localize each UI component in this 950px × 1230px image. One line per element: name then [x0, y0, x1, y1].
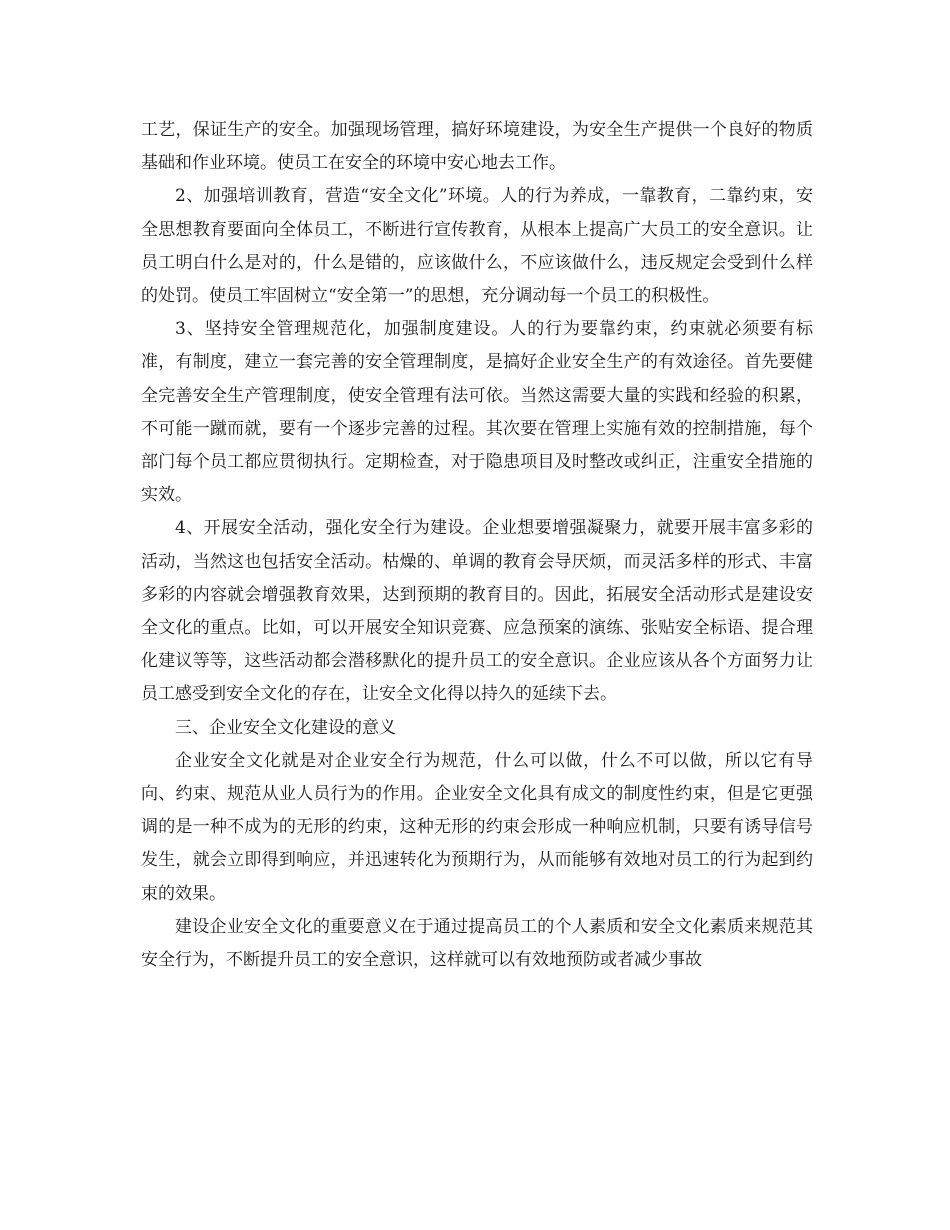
paragraph-continuation: 工艺，保证生产的安全。加强现场管理，搞好环境建设，为安全生产提供一个良好的物质基础和作业环境。使员工在安全的环境中安心地去工作。: [141, 120, 813, 174]
section-heading-significance: 三、企业安全文化建设的意义: [175, 717, 396, 738]
paragraph-management-standardization: 3、坚持安全管理规范化，加强制度建设。人的行为要靠约束，约束就必须要有标准，有制度，建立一套完善的安全管理制度，是搞好企业安全生产的有效途径。首先要健全完善安全生产管理制度，使安全管理有法可依。当然这需要大量的实践和经验的积累，不可能一蹴而就，要有一个逐步完善的过程。其次要在管理上实施有效的控制措施，每个部门每个员工都应贯彻执行。定期检查，对于隐患项目及时整改或纠正，注重安全措施的实效。: [141, 319, 813, 506]
paragraph-safety-activities: 4、开展安全活动，强化安全行为建设。企业想要增强凝聚力，就要开展丰富多彩的活动，当然这也包括安全活动。枯燥的、单调的教育会导厌烦，而灵活多样的形式、丰富多彩的内容就会增强教育效果，达到预期的教育目的。因此，拓展安全活动形式是建设安全文化的重点。比如，可以开展安全知识竞赛、应急预案的演练、张贴安全标语、提合理化建议等等，这些活动都会潜移默化的提升员工的安全意识。企业应该从各个方面努力让员工感受到安全文化的存在，让安全文化得以持久的延续下去。: [141, 518, 813, 705]
paragraph-culture-definition: 企业安全文化就是对企业安全行为规范，什么可以做，什么不可以做，所以它有导向、约束、规范从业人员行为的作用。企业安全文化具有成文的制度性约束，但是它更强调的是一种不成为的无形的约束，这种无形的约束会形成一种响应机制，只要有诱导信号发生，就会立即得到响应，并迅速转化为预期行为，从而能够有效地对员工的行为起到约束的效果。: [141, 750, 813, 904]
paragraph-culture-importance: 建设企业安全文化的重要意义在于通过提高员工的个人素质和安全文化素质来规范其安全行为，不断提升员工的安全意识，这样就可以有效地预防或者减少事故: [141, 916, 813, 971]
paragraph-training-education: 2、加强培训教育，营造“安全文化”环境。人的行为养成，一靠教育，二靠约束，安全思想教育要面向全体员工，不断进行宣传教育，从根本上提高广大员工的安全意识。让员工明白什么是对的，什么是错的，应该做什么，不应该做什么，违反规定会受到什么样的处罚。使员工牢固树立“安全第一”的思想，充分调动每一个员工的积极性。: [141, 186, 813, 307]
document-body: [141, 114, 813, 977]
